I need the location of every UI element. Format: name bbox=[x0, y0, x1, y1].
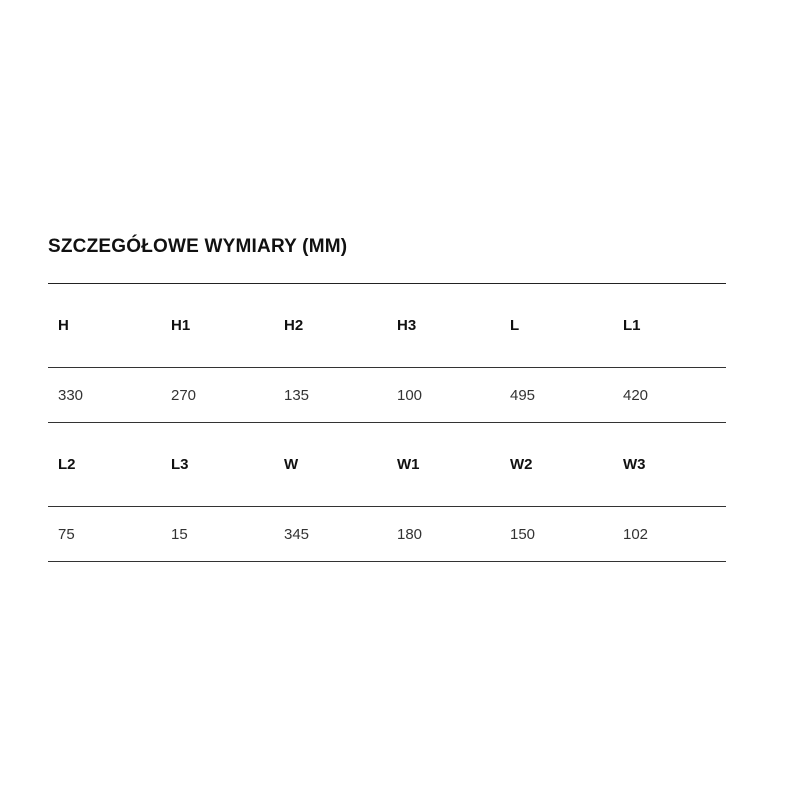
dimensions-table bbox=[48, 283, 726, 562]
value-cell: 420 bbox=[623, 386, 649, 404]
value-cell: 330 bbox=[58, 386, 84, 404]
value-cell: 15 bbox=[171, 525, 188, 543]
header-row bbox=[48, 284, 726, 368]
value-cell: 102 bbox=[623, 525, 649, 543]
column-header: H3 bbox=[397, 317, 417, 334]
value-cell: 345 bbox=[284, 525, 310, 543]
value-cell: 75 bbox=[58, 525, 75, 543]
column-header: L bbox=[510, 317, 520, 334]
column-header: H2 bbox=[284, 317, 304, 334]
column-header: W2 bbox=[510, 456, 533, 473]
column-header: H1 bbox=[171, 317, 191, 334]
column-header: W1 bbox=[397, 456, 420, 473]
value-cell: 150 bbox=[510, 525, 536, 543]
column-header: W3 bbox=[623, 456, 646, 473]
value-cell: 180 bbox=[397, 525, 423, 543]
value-row bbox=[48, 507, 726, 562]
header-row bbox=[48, 423, 726, 507]
column-header: L1 bbox=[623, 317, 641, 334]
value-cell: 270 bbox=[171, 386, 197, 404]
value-cell: 100 bbox=[397, 386, 423, 404]
column-header: L3 bbox=[171, 456, 189, 473]
column-header: W bbox=[284, 456, 299, 473]
value-cell: 495 bbox=[510, 386, 536, 404]
value-cell: 135 bbox=[284, 386, 310, 404]
column-header: L2 bbox=[58, 456, 76, 473]
page-title: SZCZEGÓŁOWE WYMIARY (MM) bbox=[48, 236, 348, 257]
value-row bbox=[48, 368, 726, 423]
column-header: H bbox=[58, 317, 69, 334]
